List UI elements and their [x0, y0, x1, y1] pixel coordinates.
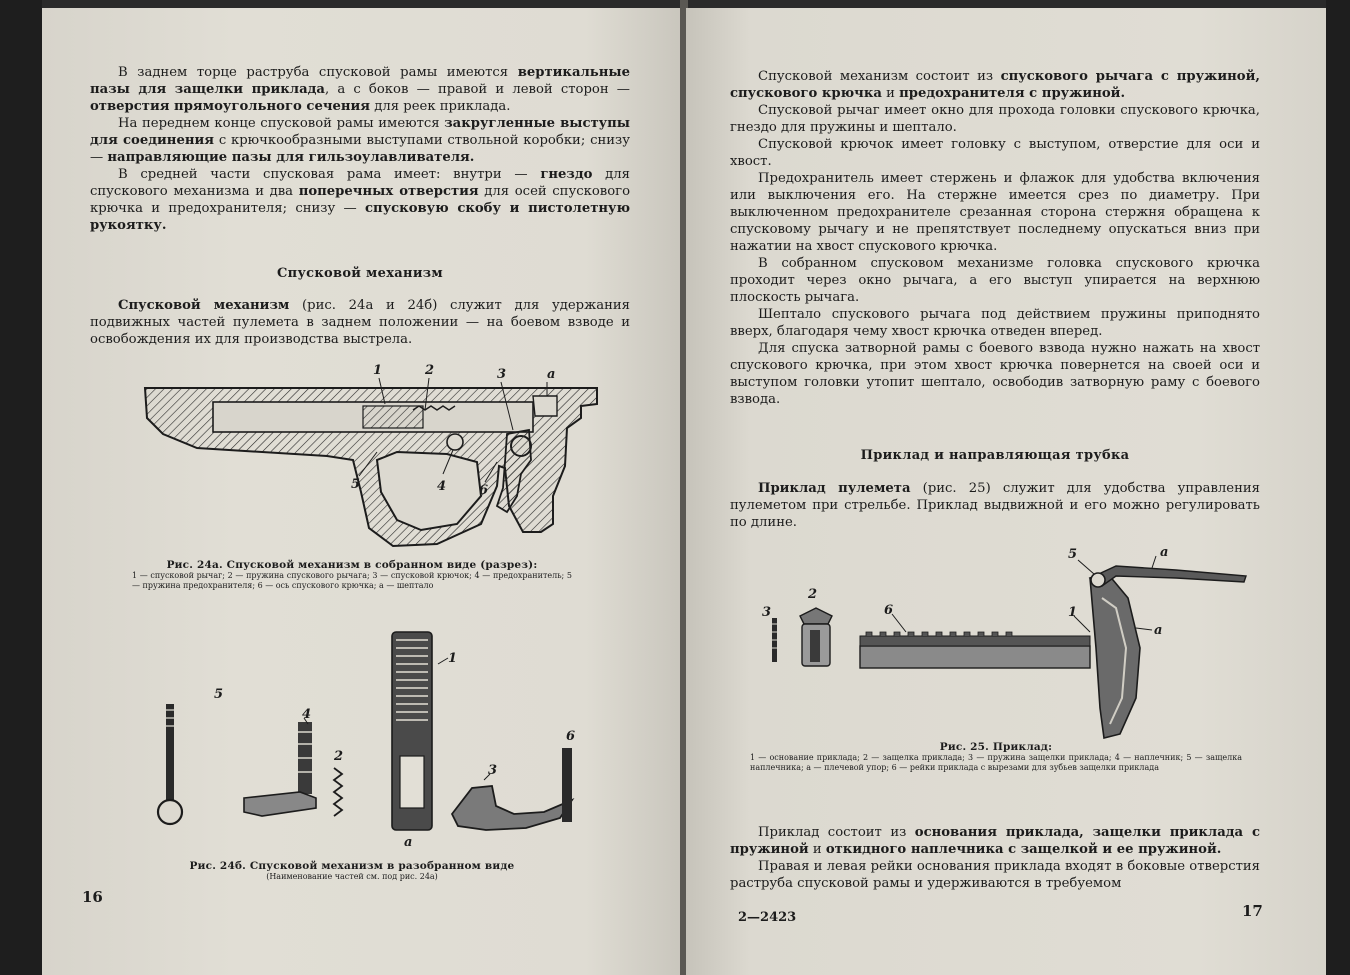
- bold-text: откидного наплечника с защелкой и ее пружиной.: [825, 842, 1222, 857]
- bold-text: направляющие пазы для гильзоулавливателя.: [107, 150, 475, 165]
- safety-flag: [244, 792, 316, 816]
- left-trigger-text: [90, 297, 630, 348]
- label-2: 2: [808, 587, 818, 602]
- paragraph: Для спуска затворной рамы с боевого взвода нужно нажать на хвост спускового крючка, при этом хвост крючка повернется на своей оси и выступом головки утопит шептало, освободив затворную раму с боевого взвода.: [730, 341, 1260, 407]
- leader-line: [1136, 628, 1152, 630]
- lever-window: [400, 756, 424, 808]
- figure-24a-caption: [132, 560, 572, 590]
- paragraph: Спусковой крючок имеет головку с выступом, отверстие для оси и хвост.: [730, 137, 1260, 169]
- page-number-right: 17: [1242, 902, 1263, 920]
- leader-line: [1078, 560, 1094, 574]
- paragraph: Правая и левая рейки основания приклада входят в боковые отверстия раструба спусковой рамы и удерживаются в требуемом: [730, 859, 1260, 891]
- caption-title: Рис. 24б. Спусковой механизм в разобранном виде: [189, 860, 515, 872]
- left-background: [0, 0, 42, 975]
- caption-legend: 1 — основание приклада; 2 — защелка приклада; 3 — пружина защелки приклада; 4 — наплечник; 5 — защелка наплечника; а — плечевой упор; 6 — рейки приклада с вырезами для зубьев защелки приклада: [750, 753, 1242, 772]
- label-5: 5: [214, 687, 224, 702]
- paragraph: Шептало спускового рычага под действием пружины приподнято вверх, благодаря чему хвост крючка отведен вперед.: [730, 307, 1260, 339]
- right-stock-text: [730, 480, 1260, 531]
- printer-signature: 2—2423: [738, 910, 797, 925]
- ring: [158, 800, 182, 824]
- text: и: [808, 842, 826, 857]
- leader-line: [438, 658, 448, 664]
- part-4-safety: [244, 722, 316, 816]
- label-1: 1: [373, 363, 383, 378]
- paragraph: [90, 64, 630, 115]
- bold-text: Приклад пулемета: [758, 481, 911, 496]
- part-1-trigger-lever: [392, 632, 432, 830]
- page-number-left: 16: [82, 888, 103, 906]
- label-6: 6: [566, 729, 576, 744]
- text: Приклад состоит из: [758, 825, 915, 840]
- text: с крючкообразными выступами ствольной коробки; снизу —: [90, 133, 630, 165]
- bold-text: Спусковой механизм: [118, 298, 290, 313]
- label-2: 2: [425, 363, 435, 378]
- paragraph: [730, 824, 1260, 858]
- text: Спусковой механизм состоит из: [758, 69, 1001, 84]
- bold-text: основания приклада, защелки приклада с пружиной: [730, 825, 1260, 857]
- paragraph: [90, 297, 630, 348]
- leader-line: [892, 614, 906, 632]
- label-3: 3: [762, 605, 772, 620]
- text: для реек приклада.: [370, 99, 511, 114]
- text: , а с боков — правой и левой сторон —: [324, 82, 630, 97]
- caption-legend: 1 — спусковой рычаг; 2 — пружина спускового рычага; 3 — спусковой крючок; 4 — предохранитель; 5 — пружина предохранителя; 6 — ось спускового крючка; а — шептало: [132, 571, 572, 590]
- text: (рис. 24а и 24б) служит для удержания подвижных частей пулемета в заднем положении — на боевом взводе и освобождения их для производства выстрела.: [90, 298, 630, 347]
- paragraph: Спусковой рычаг имеет окно для прохода головки спускового крючка, гнездо для пружины и шептало.: [730, 103, 1260, 135]
- paragraph: [730, 68, 1260, 102]
- text: и: [881, 86, 900, 101]
- bold-text: спускового рычага с пружиной, спускового крючка: [730, 69, 1260, 101]
- text: На переднем конце спусковой рамы имеются: [118, 116, 445, 131]
- left-page: [42, 8, 682, 975]
- safety: [447, 434, 463, 450]
- label-1: 1: [1068, 605, 1078, 620]
- text: (рис. 25) служит для удобства управления пулеметом при стрельбе. Приклад выдвижной и его можно регулировать по длине.: [730, 481, 1260, 530]
- text: для спускового механизма и два: [90, 167, 630, 199]
- part-5-rest-latch: [1091, 573, 1105, 587]
- text: для осей спускового крючка и предохранителя; снизу —: [90, 184, 631, 216]
- bold-text: вертикальные пазы для защелки приклада: [90, 65, 630, 97]
- leader-line: [1152, 556, 1156, 568]
- caption-title: Рис. 25. Приклад:: [939, 741, 1053, 753]
- part-2-latch: [800, 608, 832, 666]
- right-page: [686, 8, 1326, 975]
- figure-25-caption: [750, 742, 1242, 772]
- section-heading-stock: Приклад и направляющая трубка: [860, 448, 1130, 463]
- paragraph: Предохранитель имеет стержень и флажок для удобства включения или выключения его. На стержне имеется срез по диаметру. При выключенном предохранителе срезанная сторона стержня обращена к спусковому рычагу и не препятствует последнему опускаться вниз при нажатии на хвост спускового крючка.: [730, 171, 1260, 254]
- label-6: 6: [479, 483, 489, 498]
- base-bar: [860, 646, 1090, 668]
- label-a: а: [404, 835, 413, 850]
- figure-25-stock: [756, 538, 1256, 738]
- label-3: 3: [497, 367, 507, 382]
- label-a: а: [547, 367, 556, 382]
- latch-head: [800, 608, 832, 624]
- bold-text: предохранителя с пружиной.: [899, 86, 1126, 101]
- label-a-butt: а: [1154, 623, 1163, 638]
- bold-text: гнездо: [540, 167, 593, 182]
- label-a: а: [1160, 545, 1169, 560]
- text: В средней части спусковая рама имеет: внутри —: [118, 167, 541, 182]
- text: В заднем торце раструба спусковой рамы имеются: [118, 65, 518, 80]
- shaft: [166, 704, 174, 804]
- caption-note: (Наименование частей см. под рис. 24а): [266, 872, 438, 881]
- right-trigger-text: [730, 68, 1260, 408]
- label-4: 4: [302, 707, 312, 722]
- right-stock-composition-text: [730, 824, 1260, 892]
- rack-teeth: [866, 632, 1012, 636]
- label-5: 5: [351, 477, 361, 492]
- part-2-spring: [334, 768, 342, 816]
- part-6-axis: [562, 748, 572, 822]
- paragraph: [90, 115, 630, 166]
- figure-24b-parts: [152, 628, 592, 858]
- rack: [860, 636, 1090, 646]
- paragraph: В собранном спусковом механизме головка спускового крючка проходит через окно рычага, а его выступ упирается на верхнюю плоскость рычага.: [730, 256, 1260, 305]
- caption-title: Рис. 24а. Спусковой механизм в собранном виде (разрез):: [166, 559, 538, 571]
- bold-text: отверстия прямоугольного сечения: [90, 99, 371, 114]
- label-1: 1: [448, 651, 458, 666]
- label-2: 2: [334, 749, 344, 764]
- part-a-butt-plate: [1090, 574, 1140, 738]
- figure-24b-caption: [152, 861, 552, 882]
- bold-text: спусковую скобу и пистолетную рукоятку.: [90, 201, 630, 233]
- sear: [533, 396, 557, 416]
- label-6: 6: [884, 603, 894, 618]
- figure-24a-cutaway: [137, 356, 597, 556]
- bold-text: закругленные выступы для соединения: [90, 116, 630, 148]
- latch-slot: [810, 630, 820, 662]
- part-3-trigger: [452, 786, 572, 830]
- paragraph: [90, 166, 630, 234]
- part-5-spring-axis: [158, 704, 182, 824]
- part-1-stock-base: [860, 632, 1090, 668]
- label-3: 3: [488, 763, 498, 778]
- right-background: [1326, 0, 1350, 975]
- left-intro-text: [90, 64, 630, 234]
- part-3-spring: [772, 618, 777, 662]
- paragraph: [730, 480, 1260, 531]
- label-5: 5: [1068, 547, 1078, 562]
- section-heading-trigger: Спусковой механизм: [277, 266, 443, 281]
- bold-text: поперечных отверстия: [298, 184, 479, 199]
- label-4: 4: [437, 479, 447, 494]
